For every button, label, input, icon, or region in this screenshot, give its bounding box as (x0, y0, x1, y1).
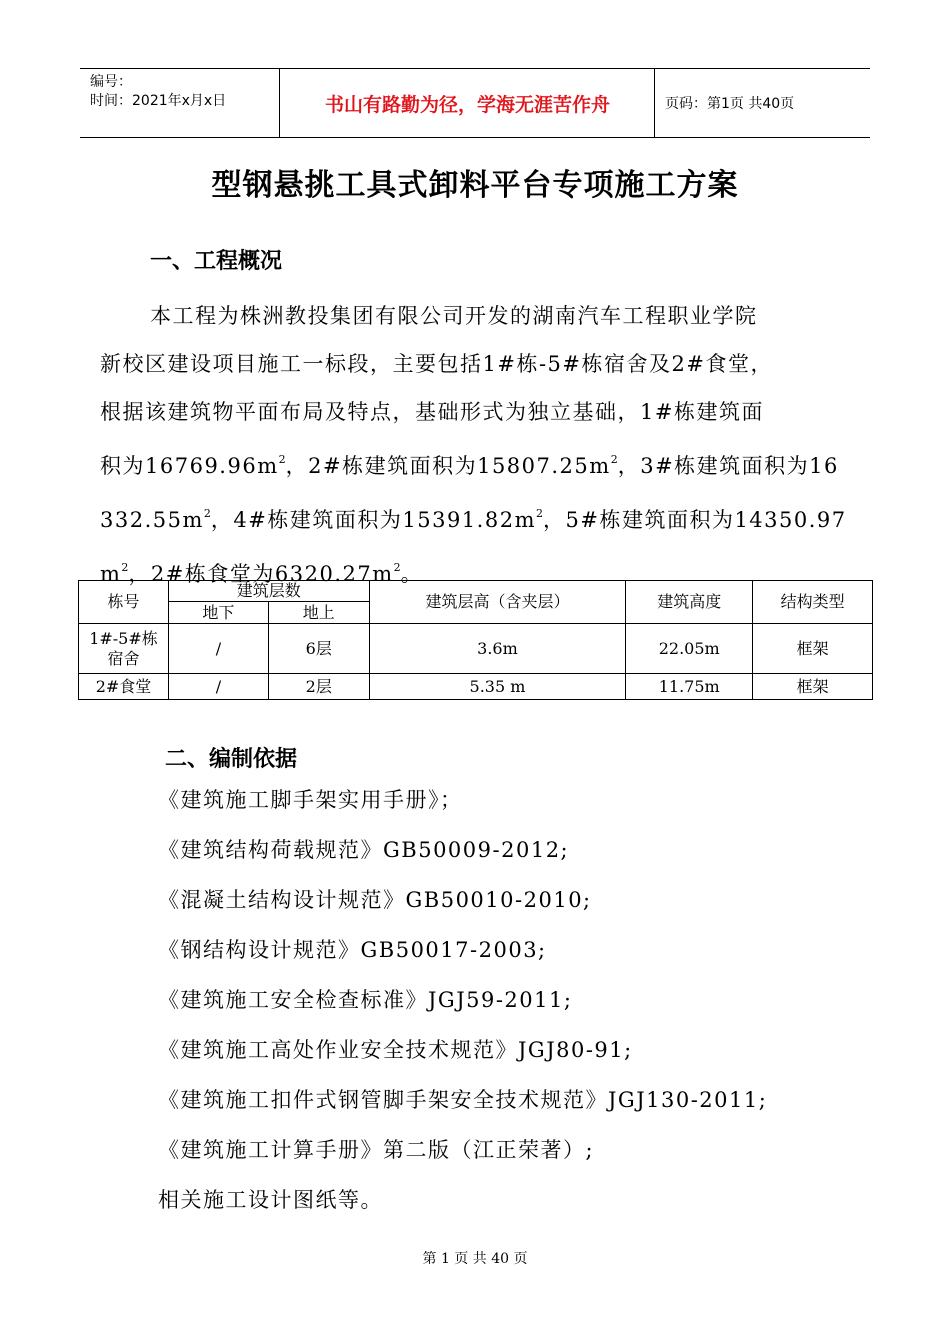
cell-above: 2层 (268, 674, 369, 700)
list-item: 相关施工设计图纸等。 (158, 1188, 383, 1212)
number-label: 编号： (90, 74, 132, 90)
list-item: 《建筑施工脚手架实用手册》； (158, 788, 463, 812)
reference-list (158, 785, 767, 1235)
table-row (79, 624, 873, 674)
cell-structure: 框架 (753, 674, 873, 700)
paragraph-line: 积为$16769.96m^2$，2#栋建筑面积为$15807.25m^2$，3#栋建筑面积为16 (100, 453, 839, 478)
cell-building: 1#-5#栋宿舍 (79, 624, 169, 674)
cell-underground: / (168, 624, 268, 674)
th-floor-height: 建筑层高（含夹层） (369, 581, 626, 624)
list-item: 《建筑施工安全检查标准》JGJ59-2011; (158, 988, 573, 1012)
cell-floor-height: 3.6m (369, 624, 626, 674)
th-underground: 地下 (168, 602, 268, 624)
paragraph-line: $332.55m^2$，4#栋建筑面积为$15391.82m^2$，5#栋建筑面积为14350.97 (100, 507, 847, 532)
cell-above: 6层 (268, 624, 369, 674)
document-header (80, 68, 870, 138)
paragraph-line: 新校区建设项目施工一标段，主要包括1#栋-5#栋宿舍及2#食堂， (100, 352, 773, 376)
th-height: 建筑高度 (626, 581, 753, 624)
list-item: 《建筑施工扣件式钢管脚手架安全技术规范》JGJ130-2011; (158, 1088, 768, 1112)
building-table (78, 580, 873, 700)
section-heading-overview: 一、工程概况 (150, 249, 283, 274)
list-item: 《钢结构设计规范》GB50017-2003; (158, 938, 547, 962)
header-meta (80, 69, 280, 137)
overview-paragraph (100, 292, 860, 598)
th-structure: 结构类型 (753, 581, 873, 624)
paragraph-line: 本工程为株洲教投集团有限公司开发的湖南汽车工程职业学院 (150, 304, 758, 328)
document-title: 型钢悬挑工具式卸料平台专项施工方案 (211, 168, 739, 203)
paragraph-line: 根据该建筑物平面布局及特点，基础形式为独立基础，1#栋建筑面 (100, 400, 764, 424)
cell-floor-height: 5.35 m (369, 674, 626, 700)
header-page-info: 页码：第1页 共40页 (665, 96, 795, 112)
th-building: 栋号 (79, 581, 169, 624)
list-item: 《建筑施工高处作业安全技术规范》JGJ80-91; (158, 1038, 633, 1062)
cell-height: 22.05m (626, 624, 753, 674)
list-item: 《混凝土结构设计规范》GB50010-2010; (158, 888, 592, 912)
table-row (79, 674, 873, 700)
list-item: 《建筑施工计算手册》第二版（江正荣著）; (158, 1138, 595, 1162)
th-above: 地上 (268, 602, 369, 624)
cell-structure: 框架 (753, 624, 873, 674)
section-heading-basis: 二、编制依据 (165, 747, 298, 772)
header-motto: 书山有路勤为径，学海无涯苦作舟 (281, 69, 655, 137)
list-item: 《建筑结构荷载规范》GB50009-2012; (158, 838, 570, 862)
cell-building: 2#食堂 (79, 674, 169, 700)
th-floors: 建筑层数 (168, 581, 369, 602)
paragraph-line: $m^2$，2#栋食堂为$6320.27m^2$。 (100, 561, 424, 586)
cell-height: 11.75m (626, 674, 753, 700)
page-footer: 第 1 页 共 40 页 (422, 1251, 528, 1267)
time-label: 时间：2021年x月x日 (90, 93, 227, 109)
cell-underground: / (168, 674, 268, 700)
